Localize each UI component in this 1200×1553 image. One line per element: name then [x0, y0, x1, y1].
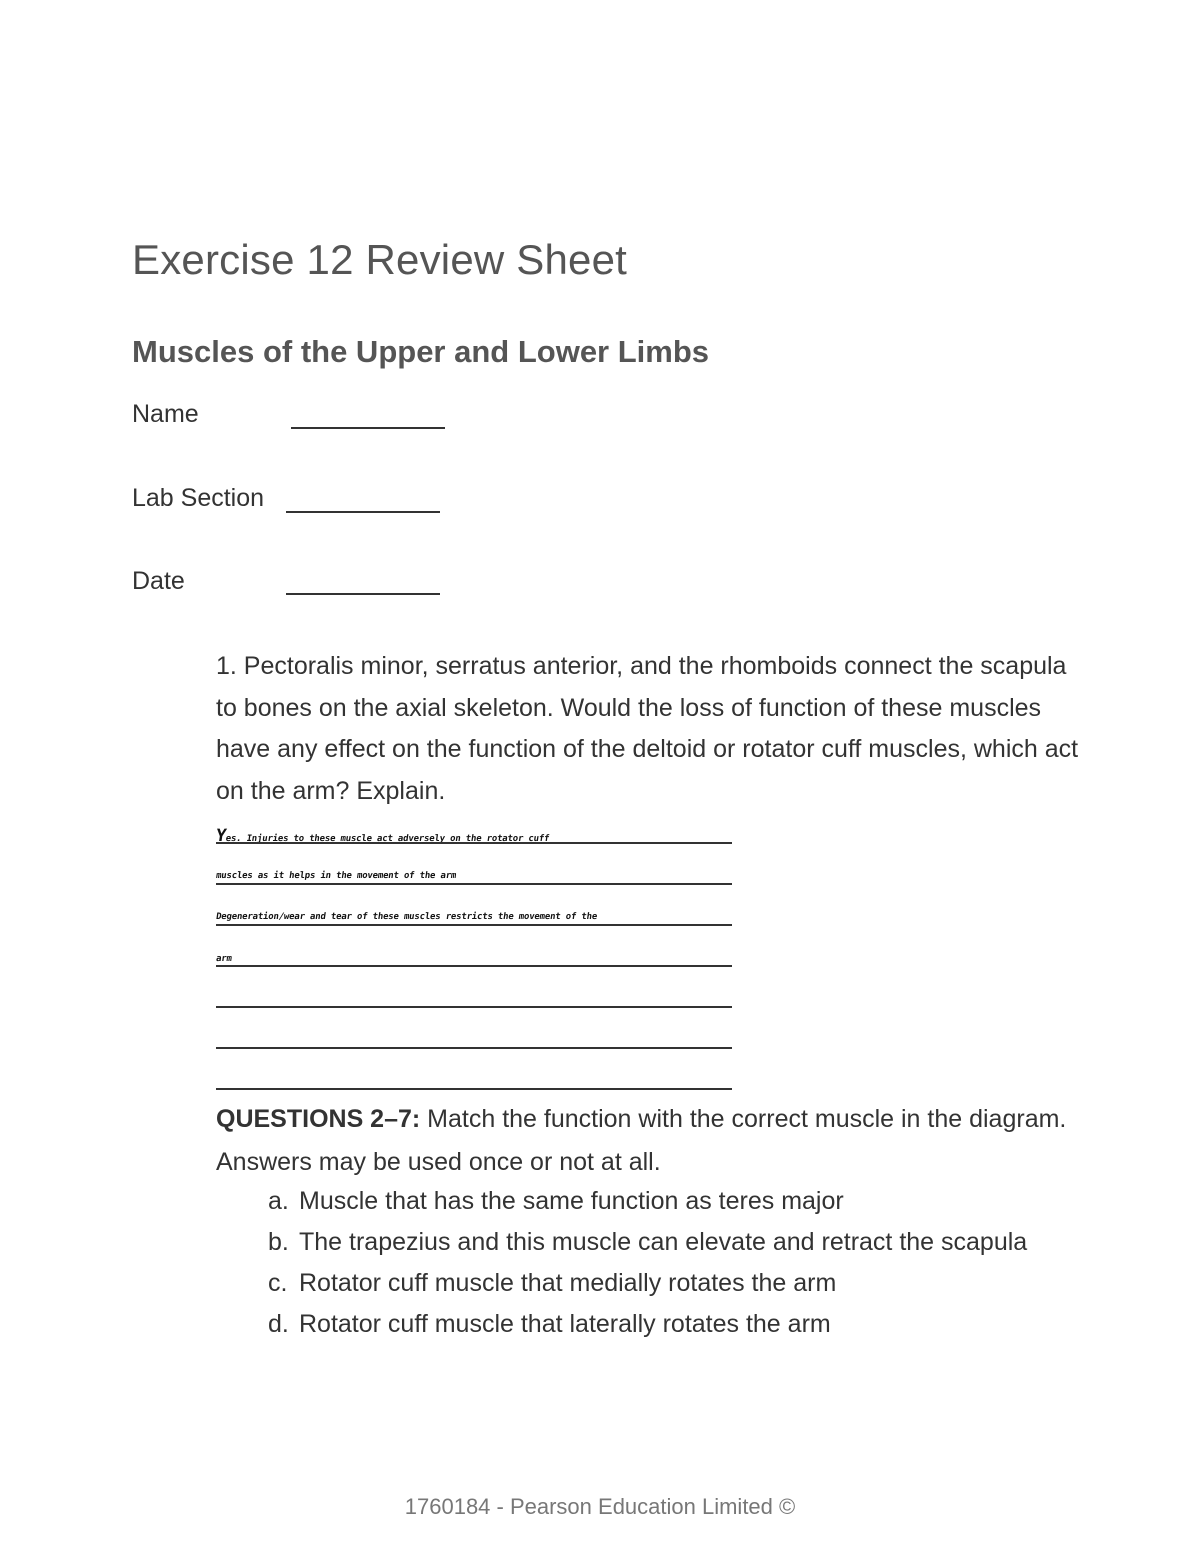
- option-text: Rotator cuff muscle that laterally rotates the arm: [299, 1310, 831, 1338]
- name-blank-line: [291, 427, 445, 429]
- answer-rule-line: [216, 1006, 732, 1008]
- date-blank-line: [286, 593, 440, 595]
- option-marker: c.: [268, 1269, 288, 1297]
- matching-heading: QUESTIONS 2–7:: [216, 1105, 421, 1133]
- date-label: Date: [132, 567, 185, 595]
- question-1-text: 1. Pectoralis minor, serratus anterior, and the rhomboids connect the scapula to bones on the axial skeleton. Would the loss of function of these muscles have any effect on the function of the deltoid or rotator cuff muscles, which act on the arm? Explain.: [216, 652, 1079, 806]
- option-item: [216, 1222, 1086, 1263]
- option-marker: d.: [268, 1310, 289, 1338]
- page-footer: 1760184 - Pearson Education Limited ©: [404, 1494, 796, 1519]
- option-text: Rotator cuff muscle that medially rotates the arm: [299, 1269, 837, 1297]
- matching-instructions-text: Match the function with the correct muscle in the diagram. Answers may be used once or not at all.: [216, 1105, 1067, 1176]
- option-marker: b.: [268, 1228, 289, 1256]
- lab-section-label: Lab Section: [132, 484, 265, 512]
- handwritten-answer-line-2: muscles as it helps in the movement of the arm: [215, 871, 457, 881]
- option-item: [216, 1263, 1086, 1304]
- option-item: [216, 1304, 1086, 1345]
- handwritten-answer-line-1: Yes. Injuries to these muscle act adversely on the rotator cuff: [214, 826, 550, 846]
- option-item: [216, 1181, 1086, 1222]
- name-label: Name: [132, 400, 199, 428]
- lab-section-blank-line: [286, 511, 440, 513]
- document-subtitle: Muscles of the Upper and Lower Limbs: [132, 334, 710, 369]
- answer-rule-line: [216, 1047, 732, 1049]
- document-title: Exercise 12 Review Sheet: [132, 236, 628, 283]
- option-text: Muscle that has the same function as teres major: [299, 1187, 844, 1215]
- matching-options-list: [216, 1181, 1086, 1345]
- answer-rule-line: [216, 842, 732, 844]
- handwritten-answer-line-4: arm: [215, 954, 233, 964]
- option-marker: a.: [268, 1187, 289, 1215]
- handwritten-answer-line-3: Degeneration/wear and tear of these muscles restricts the movement of the: [215, 912, 598, 922]
- answer-rule-line: [216, 965, 732, 967]
- matching-instructions: [216, 1098, 1086, 1184]
- answer-rule-line: [216, 883, 732, 885]
- answer-rule-line: [216, 1088, 732, 1090]
- option-text: The trapezius and this muscle can elevate and retract the scapula: [299, 1228, 1028, 1256]
- answer-rule-line: [216, 924, 732, 926]
